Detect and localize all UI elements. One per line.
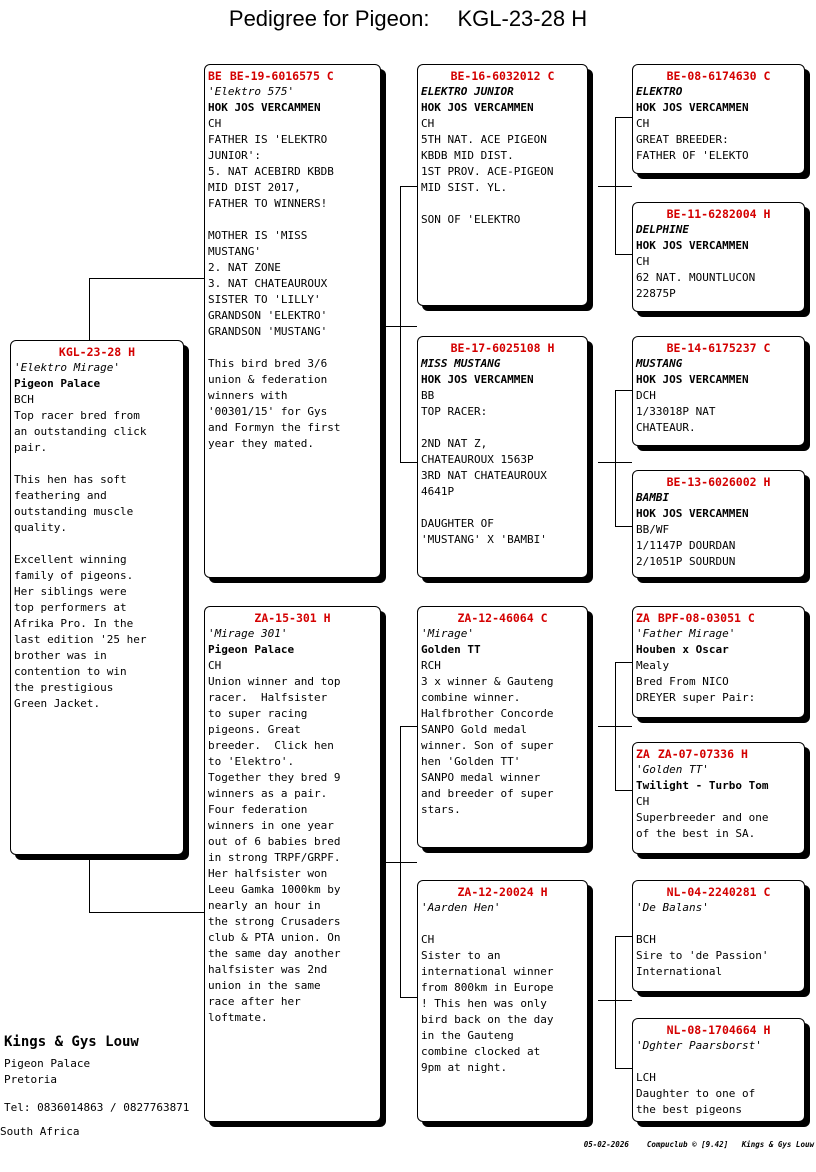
connector bbox=[615, 390, 616, 526]
connector bbox=[615, 662, 632, 663]
connector bbox=[615, 790, 632, 791]
pigeon-card-dsd[interactable] bbox=[632, 742, 805, 854]
pigeon-owner: HOK JOS VERCAMMEN bbox=[208, 101, 321, 114]
country-code: ZA bbox=[636, 747, 650, 761]
connector bbox=[615, 662, 616, 790]
pigeon-card-ssd[interactable] bbox=[632, 202, 805, 312]
pigeon-card-dss[interactable] bbox=[632, 606, 805, 718]
footer-owner: Kings & Gys Louw bbox=[741, 1140, 814, 1149]
pigeon-notes: FATHER IS 'ELEKTRO JUNIOR': 5. NAT ACEBIRD KBDB MID DIST 2017, FATHER TO WINNERS! MOTHER IS 'MISS MUSTANG' 2. NAT ZONE 3. NAT CHATEAUROUX SISTER TO 'LILLY' GRANDSON 'ELEKTRO' GRANDSON 'MUSTANG' This bird bred 3/6 union & federation winners with '00301/15' for Gys and Formyn the first year they mated. bbox=[208, 133, 341, 450]
pigeon-notes: 62 NAT. MOUNTLUCON 22875P bbox=[636, 271, 756, 300]
pigeon-owner: Houben x Oscar bbox=[636, 643, 729, 656]
footer-software: Compuclub © [9.42] bbox=[646, 1140, 729, 1149]
pigeon-name: MUSTANG bbox=[636, 357, 683, 370]
breeder-name: Kings & Gys Louw bbox=[4, 1034, 139, 1050]
ring-number: NL-08-1704664 H bbox=[666, 1023, 771, 1037]
ring-number: ZA-15-301 H bbox=[254, 611, 331, 625]
pigeon-name: DELPHINE bbox=[636, 223, 689, 236]
pigeon-color: CH bbox=[208, 117, 222, 130]
pigeon-owner: Pigeon Palace bbox=[14, 377, 101, 390]
connector bbox=[615, 254, 632, 255]
pigeon-card-dam[interactable] bbox=[204, 606, 381, 1122]
pigeon-name: 'Father Mirage' bbox=[636, 627, 736, 640]
connector bbox=[615, 526, 632, 527]
pigeon-owner: HOK JOS VERCAMMEN bbox=[636, 101, 749, 114]
connector bbox=[615, 117, 632, 118]
pigeon-notes: Bred From NICO DREYER super Pair: bbox=[636, 675, 756, 704]
country-code: ZA bbox=[636, 611, 650, 625]
connector bbox=[615, 936, 616, 1068]
breeder-city: Pretoria bbox=[4, 1073, 57, 1086]
connector bbox=[400, 186, 401, 462]
pigeon-name: 'Golden TT' bbox=[636, 763, 709, 776]
pigeon-card-subject[interactable] bbox=[10, 340, 184, 855]
ring-number: BE-16-6032012 C bbox=[450, 69, 555, 83]
pigeon-name: 'De Balans' bbox=[636, 901, 709, 914]
connector bbox=[615, 390, 632, 391]
ring-number: ZA-07-07336 H bbox=[657, 747, 748, 761]
pigeon-card-ddd[interactable] bbox=[632, 1018, 805, 1122]
breeder-info bbox=[4, 1034, 189, 1116]
pigeon-color: CH bbox=[421, 933, 435, 946]
pigeon-name: MISS MUSTANG bbox=[421, 357, 501, 370]
pigeon-notes: Superbreeder and one of the best in SA. bbox=[636, 811, 769, 840]
pigeon-card-sss[interactable] bbox=[632, 64, 805, 174]
pigeon-color: CH bbox=[421, 117, 435, 130]
ring-number: BPF-08-03051 C bbox=[657, 611, 755, 625]
pigeon-card-dds[interactable] bbox=[632, 880, 805, 992]
ring-number: KGL-23-28 H bbox=[58, 345, 136, 359]
country-code: BE bbox=[208, 69, 222, 83]
connector bbox=[89, 912, 204, 913]
pigeon-owner: Golden TT bbox=[421, 643, 481, 656]
pigeon-color: CH bbox=[208, 659, 222, 672]
ring-number: NL-04-2240281 C bbox=[666, 885, 771, 899]
pigeon-notes: 5TH NAT. ACE PIGEON KBDB MID DIST. 1ST PROV. ACE-PIGEON MID SIST. YL. SON OF 'ELEKTRO bbox=[421, 133, 554, 226]
pigeon-color: BB bbox=[421, 389, 435, 402]
pigeon-notes: 1/33018P NAT CHATEAUR. bbox=[636, 405, 716, 434]
pigeon-card-sdd[interactable] bbox=[632, 470, 805, 578]
footer bbox=[584, 1140, 814, 1149]
title-ring: KGL-23-28 H bbox=[457, 6, 588, 31]
ring-number: BE-13-6026002 H bbox=[666, 475, 771, 489]
pigeon-notes: Union winner and top racer. Halfsister to super racing pigeons. Great breeder. Click hen to 'Elektro'. Together they bred 9 winners as a pair. Four federation winners in one year out of 6 babies bred in strong TRPF/GRPF. Her halfsister won Leeu Gamka 1000km by nearly an hour in the strong Crusaders club & PTA union. On the same day another halfsister was 2nd union in the same race after her loftmate. bbox=[208, 675, 341, 1024]
title-prefix: Pedigree for Pigeon: bbox=[228, 6, 430, 31]
pigeon-color: CH bbox=[636, 795, 650, 808]
ring-number: ZA-12-46064 C bbox=[457, 611, 548, 625]
pigeon-notes: TOP RACER: 2ND NAT Z, CHATEAUROUX 1563P 3RD NAT CHATEAUROUX 4641P DAUGHTER OF 'MUSTANG' X 'BAMBI' bbox=[421, 405, 547, 546]
pigeon-color: Mealy bbox=[636, 659, 670, 672]
pigeon-name: ELEKTRO bbox=[636, 85, 683, 98]
pigeon-card-dam-dam[interactable] bbox=[417, 880, 588, 1122]
pigeon-owner bbox=[421, 916, 584, 932]
ring-number: BE-19-6016575 C bbox=[229, 69, 334, 83]
ring-number: BE-08-6174630 C bbox=[666, 69, 771, 83]
ring-number: BE-17-6025108 H bbox=[450, 341, 555, 355]
pigeon-card-sire-dam[interactable] bbox=[417, 336, 588, 578]
pigeon-color: DCH bbox=[636, 389, 656, 402]
pigeon-owner: HOK JOS VERCAMMEN bbox=[636, 239, 749, 252]
ring-number: BE-14-6175237 C bbox=[666, 341, 771, 355]
pigeon-name: 'Dghter Paarsborst' bbox=[636, 1039, 762, 1052]
pigeon-owner: HOK JOS VERCAMMEN bbox=[636, 507, 749, 520]
pigeon-name: 'Mirage 301' bbox=[208, 627, 288, 640]
pigeon-name: 'Aarden Hen' bbox=[421, 901, 501, 914]
pigeon-owner: Pigeon Palace bbox=[208, 643, 295, 656]
connector bbox=[400, 997, 417, 998]
connector bbox=[381, 326, 417, 327]
pigeon-owner bbox=[636, 1054, 801, 1070]
pigeon-color: RCH bbox=[421, 659, 441, 672]
pigeon-notes: 3 x winner & Gauteng combine winner. Halfbrother Concorde SANPO Gold medal winner. Son of super hen 'Golden TT' SANPO medal winner and breeder of super stars. bbox=[421, 675, 554, 816]
pigeon-notes: Daughter to one of the best pigeons bbox=[636, 1087, 756, 1116]
page-title bbox=[0, 6, 816, 32]
connector bbox=[400, 726, 401, 997]
connector bbox=[89, 278, 204, 279]
pigeon-name: 'Elektro Mirage' bbox=[14, 361, 120, 374]
connector bbox=[615, 936, 632, 937]
connector bbox=[400, 462, 417, 463]
ring-number: BE-11-6282004 H bbox=[666, 207, 771, 221]
pigeon-notes: 1/1147P DOURDAN 2/1051P SOURDUN bbox=[636, 539, 736, 568]
connector bbox=[89, 855, 90, 912]
pigeon-owner: HOK JOS VERCAMMEN bbox=[636, 373, 749, 386]
pigeon-name: 'Mirage' bbox=[421, 627, 474, 640]
pigeon-color: BB/WF bbox=[636, 523, 670, 536]
pigeon-owner: HOK JOS VERCAMMEN bbox=[421, 373, 534, 386]
connector bbox=[400, 186, 417, 187]
pigeon-owner bbox=[636, 916, 801, 932]
pigeon-notes: GREAT BREEDER: FATHER OF 'ELEKTO bbox=[636, 133, 749, 162]
pigeon-notes: Top racer bred from an outstanding click pair. This hen has soft feathering and outstanding muscle quality. Excellent winning family of pigeons. Her siblings were top performers at Afrika Pro. In the last edition '25 her brother was in contention to win the prestigious Green Jacket. bbox=[14, 409, 147, 710]
pigeon-color: CH bbox=[636, 255, 650, 268]
connector bbox=[615, 117, 616, 254]
breeder-country: South Africa bbox=[0, 1125, 80, 1138]
pigeon-color: BCH bbox=[14, 393, 34, 406]
pigeon-owner: Twilight - Turbo Tom bbox=[636, 779, 769, 792]
pigeon-notes: Sire to 'de Passion' International bbox=[636, 949, 769, 978]
pigeon-notes: Sister to an international winner from 800km in Europe ! This hen was only bird back on the day in the Gauteng combine clocked at 9pm at night. bbox=[421, 949, 554, 1074]
pigeon-card-sds[interactable] bbox=[632, 336, 805, 446]
pigeon-card-dam-sire[interactable] bbox=[417, 606, 588, 848]
connector bbox=[400, 726, 417, 727]
breeder-tel: Tel: 0836014863 / 0827763871 bbox=[4, 1101, 190, 1114]
breeder-loft: Pigeon Palace bbox=[4, 1057, 91, 1070]
pigeon-color: BCH bbox=[636, 933, 656, 946]
pigeon-name: BAMBI bbox=[636, 491, 670, 504]
connector bbox=[381, 862, 417, 863]
pigeon-name: 'Elektro 575' bbox=[208, 85, 295, 98]
footer-date: 05-02-2026 bbox=[583, 1140, 629, 1149]
ring-number: ZA-12-20024 H bbox=[457, 885, 548, 899]
pigeon-owner: HOK JOS VERCAMMEN bbox=[421, 101, 534, 114]
pigeon-name: ELEKTRO JUNIOR bbox=[421, 85, 514, 98]
pigeon-color: CH bbox=[636, 117, 650, 130]
pigeon-card-sire-sire[interactable] bbox=[417, 64, 588, 306]
pigeon-card-sire[interactable] bbox=[204, 64, 381, 578]
pigeon-color: LCH bbox=[636, 1071, 656, 1084]
connector bbox=[615, 1068, 632, 1069]
connector bbox=[89, 278, 90, 340]
